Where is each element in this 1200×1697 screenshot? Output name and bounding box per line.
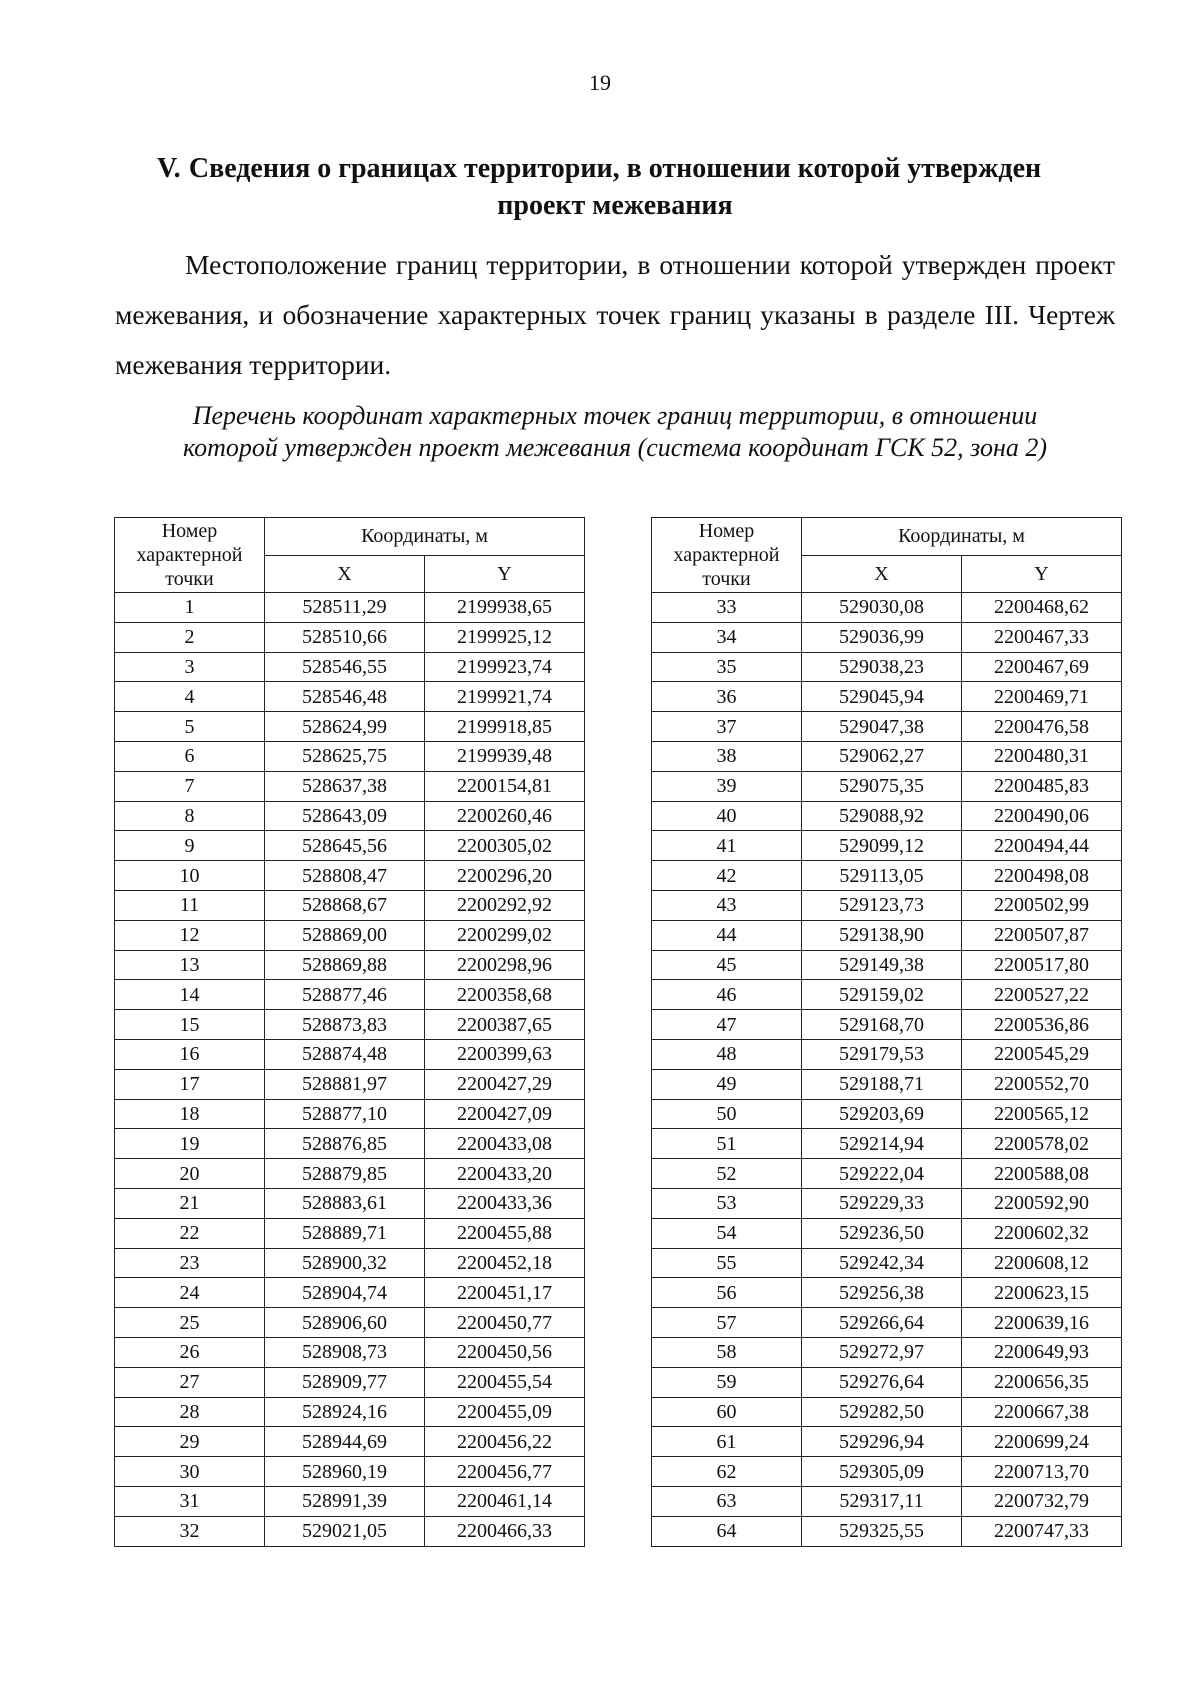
- table-row: [115, 831, 585, 861]
- x-coordinate-cell: 528877,46: [265, 980, 425, 1010]
- x-coordinate-cell: 528879,85: [265, 1159, 425, 1189]
- table-row: [115, 1099, 585, 1129]
- table-row: [115, 593, 585, 623]
- y-coordinate-cell: 2200656,35: [962, 1367, 1122, 1397]
- x-coordinate-cell: 528904,74: [265, 1278, 425, 1308]
- y-coordinate-cell: 2200450,56: [425, 1337, 585, 1367]
- table-row: [652, 950, 1122, 980]
- table-row: [652, 771, 1122, 801]
- y-coordinate-cell: 2200387,65: [425, 1010, 585, 1040]
- table-row: [652, 1069, 1122, 1099]
- y-coordinate-cell: 2200456,77: [425, 1457, 585, 1487]
- point-number-cell: 51: [652, 1129, 802, 1159]
- point-number-cell: 19: [115, 1129, 265, 1159]
- point-number-cell: 32: [115, 1516, 265, 1546]
- y-coordinate-cell: 2200476,58: [962, 712, 1122, 742]
- x-coordinate-cell: 528960,19: [265, 1457, 425, 1487]
- table-row: [115, 741, 585, 771]
- table-row: [115, 682, 585, 712]
- x-coordinate-cell: 529030,08: [802, 593, 962, 623]
- point-number-cell: 58: [652, 1337, 802, 1367]
- point-number-cell: 8: [115, 801, 265, 831]
- x-coordinate-cell: 529242,34: [802, 1248, 962, 1278]
- x-coordinate-cell: 528546,55: [265, 652, 425, 682]
- y-coordinate-cell: 2200466,33: [425, 1516, 585, 1546]
- table-row: [115, 980, 585, 1010]
- point-number-cell: 50: [652, 1099, 802, 1129]
- x-coordinate-cell: 529179,53: [802, 1039, 962, 1069]
- table-row: [115, 1457, 585, 1487]
- y-coordinate-cell: 2200747,33: [962, 1516, 1122, 1546]
- y-coordinate-cell: 2200433,08: [425, 1129, 585, 1159]
- y-coordinate-cell: 2200485,83: [962, 771, 1122, 801]
- y-coordinate-cell: 2200461,14: [425, 1486, 585, 1516]
- y-coordinate-cell: 2200545,29: [962, 1039, 1122, 1069]
- body-paragraph-text: Местоположение границ территории, в отношении которой утвержден проект межевания, и обозначение характерных точек границ указаны в разделе III. Чертеж межевания территории.: [115, 249, 1115, 380]
- point-number-cell: 38: [652, 741, 802, 771]
- x-coordinate-cell: 528991,39: [265, 1486, 425, 1516]
- x-coordinate-cell: 528808,47: [265, 861, 425, 891]
- point-number-cell: 20: [115, 1159, 265, 1189]
- point-number-cell: 9: [115, 831, 265, 861]
- table-row: [115, 801, 585, 831]
- x-coordinate-cell: 529021,05: [265, 1516, 425, 1546]
- x-coordinate-cell: 529188,71: [802, 1069, 962, 1099]
- point-number-cell: 6: [115, 741, 265, 771]
- table-row: [115, 1010, 585, 1040]
- x-coordinate-cell: 528869,00: [265, 920, 425, 950]
- table-row: [115, 1516, 585, 1546]
- y-coordinate-cell: 2200502,99: [962, 890, 1122, 920]
- point-number-cell: 41: [652, 831, 802, 861]
- y-coordinate-cell: 2200358,68: [425, 980, 585, 1010]
- table-row: [115, 652, 585, 682]
- point-number-cell: 13: [115, 950, 265, 980]
- y-coordinate-cell: 2200456,22: [425, 1427, 585, 1457]
- header-x: X: [265, 555, 425, 593]
- table-row: [652, 652, 1122, 682]
- y-coordinate-cell: 2199921,74: [425, 682, 585, 712]
- x-coordinate-cell: 528637,38: [265, 771, 425, 801]
- point-number-cell: 1: [115, 593, 265, 623]
- y-coordinate-cell: 2199938,65: [425, 593, 585, 623]
- table-caption-line-1: Перечень координат характерных точек границ территории, в отношении: [192, 401, 1038, 430]
- table-row: [115, 1248, 585, 1278]
- x-coordinate-cell: 529168,70: [802, 1010, 962, 1040]
- y-coordinate-cell: 2199918,85: [425, 712, 585, 742]
- table-row: [652, 801, 1122, 831]
- x-coordinate-cell: 528906,60: [265, 1308, 425, 1338]
- table-row: [652, 741, 1122, 771]
- coordinates-table-right: [651, 517, 1122, 1547]
- y-coordinate-cell: 2200588,08: [962, 1159, 1122, 1189]
- x-coordinate-cell: 529305,09: [802, 1457, 962, 1487]
- y-coordinate-cell: 2200469,71: [962, 682, 1122, 712]
- point-number-cell: 31: [115, 1486, 265, 1516]
- table-row: [115, 1069, 585, 1099]
- table-row: [652, 1039, 1122, 1069]
- y-coordinate-cell: 2200494,44: [962, 831, 1122, 861]
- section-number: V.: [157, 153, 181, 184]
- x-coordinate-cell: 529236,50: [802, 1218, 962, 1248]
- table-row: [115, 1218, 585, 1248]
- table-row: [652, 1308, 1122, 1338]
- x-coordinate-cell: 528881,97: [265, 1069, 425, 1099]
- x-coordinate-cell: 529276,64: [802, 1367, 962, 1397]
- y-coordinate-cell: 2200565,12: [962, 1099, 1122, 1129]
- header-x: X: [802, 555, 962, 593]
- x-coordinate-cell: 529038,23: [802, 652, 962, 682]
- table-row: [652, 890, 1122, 920]
- point-number-cell: 45: [652, 950, 802, 980]
- x-coordinate-cell: 529123,73: [802, 890, 962, 920]
- point-number-cell: 63: [652, 1486, 802, 1516]
- y-coordinate-cell: 2200732,79: [962, 1486, 1122, 1516]
- table-row: [115, 861, 585, 891]
- x-coordinate-cell: 528876,85: [265, 1129, 425, 1159]
- table-row: [652, 861, 1122, 891]
- point-number-cell: 42: [652, 861, 802, 891]
- point-number-cell: 33: [652, 593, 802, 623]
- y-coordinate-cell: 2200623,15: [962, 1278, 1122, 1308]
- point-number-cell: 7: [115, 771, 265, 801]
- table-row: [115, 1188, 585, 1218]
- point-number-cell: 40: [652, 801, 802, 831]
- table-row: [115, 622, 585, 652]
- header-y: Y: [962, 555, 1122, 593]
- x-coordinate-cell: 528643,09: [265, 801, 425, 831]
- table-row: [115, 1486, 585, 1516]
- point-number-cell: 4: [115, 682, 265, 712]
- y-coordinate-cell: 2200260,46: [425, 801, 585, 831]
- y-coordinate-cell: 2200667,38: [962, 1397, 1122, 1427]
- table-row: [115, 1427, 585, 1457]
- table-row: [652, 682, 1122, 712]
- y-coordinate-cell: 2200455,54: [425, 1367, 585, 1397]
- x-coordinate-cell: 528868,67: [265, 890, 425, 920]
- table-row: [652, 1397, 1122, 1427]
- table-row: [652, 622, 1122, 652]
- x-coordinate-cell: 529229,33: [802, 1188, 962, 1218]
- point-number-cell: 44: [652, 920, 802, 950]
- point-number-cell: 61: [652, 1427, 802, 1457]
- x-coordinate-cell: 528944,69: [265, 1427, 425, 1457]
- table-row: [652, 1188, 1122, 1218]
- point-number-cell: 25: [115, 1308, 265, 1338]
- section-title-line-1: Сведения о границах территории, в отношении которой утвержден: [188, 153, 1042, 184]
- y-coordinate-cell: 2200592,90: [962, 1188, 1122, 1218]
- x-coordinate-cell: 529203,69: [802, 1099, 962, 1129]
- x-coordinate-cell: 529325,55: [802, 1516, 962, 1546]
- table-row: [652, 1337, 1122, 1367]
- header-point-number: Номер характерной точки: [115, 518, 265, 593]
- point-number-cell: 16: [115, 1039, 265, 1069]
- point-number-cell: 27: [115, 1367, 265, 1397]
- table-row: [652, 1218, 1122, 1248]
- table-row: [652, 1159, 1122, 1189]
- y-coordinate-cell: 2200639,16: [962, 1308, 1122, 1338]
- x-coordinate-cell: 528874,48: [265, 1039, 425, 1069]
- y-coordinate-cell: 2200527,22: [962, 980, 1122, 1010]
- y-coordinate-cell: 2200699,24: [962, 1427, 1122, 1457]
- point-number-cell: 2: [115, 622, 265, 652]
- table-row: [115, 1397, 585, 1427]
- x-coordinate-cell: 529159,02: [802, 980, 962, 1010]
- point-number-cell: 28: [115, 1397, 265, 1427]
- table-row: [115, 712, 585, 742]
- point-number-cell: 59: [652, 1367, 802, 1397]
- table-row: [115, 1129, 585, 1159]
- section-title-line-2: проект межевания: [497, 190, 733, 221]
- y-coordinate-cell: 2200433,36: [425, 1188, 585, 1218]
- y-coordinate-cell: 2200713,70: [962, 1457, 1122, 1487]
- table-row: [115, 1159, 585, 1189]
- point-number-cell: 62: [652, 1457, 802, 1487]
- section-heading: [115, 150, 1115, 224]
- y-coordinate-cell: 2200298,96: [425, 950, 585, 980]
- table-row: [652, 593, 1122, 623]
- point-number-cell: 57: [652, 1308, 802, 1338]
- y-coordinate-cell: 2200498,08: [962, 861, 1122, 891]
- table-row: [115, 1367, 585, 1397]
- point-number-cell: 48: [652, 1039, 802, 1069]
- y-coordinate-cell: 2200399,63: [425, 1039, 585, 1069]
- y-coordinate-cell: 2200427,09: [425, 1099, 585, 1129]
- table-row: [115, 1337, 585, 1367]
- y-coordinate-cell: 2200468,62: [962, 593, 1122, 623]
- table-row: [652, 1457, 1122, 1487]
- point-number-cell: 24: [115, 1278, 265, 1308]
- y-coordinate-cell: 2200578,02: [962, 1129, 1122, 1159]
- x-coordinate-cell: 529214,94: [802, 1129, 962, 1159]
- x-coordinate-cell: 529256,38: [802, 1278, 962, 1308]
- x-coordinate-cell: 529047,38: [802, 712, 962, 742]
- header-point-number: Номер характерной точки: [652, 518, 802, 593]
- x-coordinate-cell: 528889,71: [265, 1218, 425, 1248]
- point-number-cell: 10: [115, 861, 265, 891]
- point-number-cell: 54: [652, 1218, 802, 1248]
- y-coordinate-cell: 2200649,93: [962, 1337, 1122, 1367]
- table-row: [115, 1039, 585, 1069]
- point-number-cell: 23: [115, 1248, 265, 1278]
- y-coordinate-cell: 2200552,70: [962, 1069, 1122, 1099]
- table-row: [652, 1427, 1122, 1457]
- point-number-cell: 21: [115, 1188, 265, 1218]
- x-coordinate-cell: 529138,90: [802, 920, 962, 950]
- point-number-cell: 55: [652, 1248, 802, 1278]
- y-coordinate-cell: 2200602,32: [962, 1218, 1122, 1248]
- x-coordinate-cell: 528873,83: [265, 1010, 425, 1040]
- x-coordinate-cell: 528908,73: [265, 1337, 425, 1367]
- point-number-cell: 64: [652, 1516, 802, 1546]
- y-coordinate-cell: 2200608,12: [962, 1248, 1122, 1278]
- x-coordinate-cell: 528546,48: [265, 682, 425, 712]
- x-coordinate-cell: 529266,64: [802, 1308, 962, 1338]
- y-coordinate-cell: 2200480,31: [962, 741, 1122, 771]
- x-coordinate-cell: 529088,92: [802, 801, 962, 831]
- point-number-cell: 26: [115, 1337, 265, 1367]
- y-coordinate-cell: 2199923,74: [425, 652, 585, 682]
- table-caption: [115, 400, 1115, 464]
- table-row: [652, 1099, 1122, 1129]
- coordinates-table-left: [114, 517, 585, 1547]
- point-number-cell: 47: [652, 1010, 802, 1040]
- point-number-cell: 18: [115, 1099, 265, 1129]
- y-coordinate-cell: 2200305,02: [425, 831, 585, 861]
- header-y: Y: [425, 555, 585, 593]
- table-row: [652, 1010, 1122, 1040]
- table-row: [652, 1367, 1122, 1397]
- y-coordinate-cell: 2200154,81: [425, 771, 585, 801]
- y-coordinate-cell: 2199939,48: [425, 741, 585, 771]
- table-row: [115, 920, 585, 950]
- x-coordinate-cell: 529099,12: [802, 831, 962, 861]
- point-number-cell: 5: [115, 712, 265, 742]
- x-coordinate-cell: 528909,77: [265, 1367, 425, 1397]
- y-coordinate-cell: 2200517,80: [962, 950, 1122, 980]
- y-coordinate-cell: 2200451,17: [425, 1278, 585, 1308]
- point-number-cell: 37: [652, 712, 802, 742]
- y-coordinate-cell: 2200299,02: [425, 920, 585, 950]
- point-number-cell: 14: [115, 980, 265, 1010]
- table-row: [652, 1129, 1122, 1159]
- y-coordinate-cell: 2200427,29: [425, 1069, 585, 1099]
- point-number-cell: 43: [652, 890, 802, 920]
- y-coordinate-cell: 2200433,20: [425, 1159, 585, 1189]
- point-number-cell: 34: [652, 622, 802, 652]
- y-coordinate-cell: 2200536,86: [962, 1010, 1122, 1040]
- y-coordinate-cell: 2200455,88: [425, 1218, 585, 1248]
- table-row: [115, 1308, 585, 1338]
- table-row: [652, 1516, 1122, 1546]
- point-number-cell: 11: [115, 890, 265, 920]
- point-number-cell: 60: [652, 1397, 802, 1427]
- point-number-cell: 15: [115, 1010, 265, 1040]
- x-coordinate-cell: 528624,99: [265, 712, 425, 742]
- x-coordinate-cell: 529075,35: [802, 771, 962, 801]
- y-coordinate-cell: 2200450,77: [425, 1308, 585, 1338]
- x-coordinate-cell: 528883,61: [265, 1188, 425, 1218]
- table-row: [652, 1486, 1122, 1516]
- header-coordinates: Координаты, м: [802, 518, 1122, 556]
- x-coordinate-cell: 529149,38: [802, 950, 962, 980]
- x-coordinate-cell: 529062,27: [802, 741, 962, 771]
- point-number-cell: 46: [652, 980, 802, 1010]
- y-coordinate-cell: 2200296,20: [425, 861, 585, 891]
- x-coordinate-cell: 528625,75: [265, 741, 425, 771]
- x-coordinate-cell: 529222,04: [802, 1159, 962, 1189]
- table-row: [652, 920, 1122, 950]
- body-paragraph: [115, 240, 1115, 390]
- x-coordinate-cell: 529045,94: [802, 682, 962, 712]
- point-number-cell: 36: [652, 682, 802, 712]
- y-coordinate-cell: 2200467,69: [962, 652, 1122, 682]
- point-number-cell: 12: [115, 920, 265, 950]
- x-coordinate-cell: 528645,56: [265, 831, 425, 861]
- point-number-cell: 39: [652, 771, 802, 801]
- y-coordinate-cell: 2200507,87: [962, 920, 1122, 950]
- table-row: [115, 1278, 585, 1308]
- y-coordinate-cell: 2199925,12: [425, 622, 585, 652]
- y-coordinate-cell: 2200292,92: [425, 890, 585, 920]
- x-coordinate-cell: 529296,94: [802, 1427, 962, 1457]
- point-number-cell: 56: [652, 1278, 802, 1308]
- point-number-cell: 35: [652, 652, 802, 682]
- x-coordinate-cell: 529036,99: [802, 622, 962, 652]
- y-coordinate-cell: 2200467,33: [962, 622, 1122, 652]
- x-coordinate-cell: 529317,11: [802, 1486, 962, 1516]
- table-caption-line-2: которой утвержден проект межевания (система координат ГСК 52, зона 2): [182, 433, 1048, 462]
- point-number-cell: 17: [115, 1069, 265, 1099]
- point-number-cell: 52: [652, 1159, 802, 1189]
- table-row: [652, 1278, 1122, 1308]
- header-coordinates: Координаты, м: [265, 518, 585, 556]
- table-row: [652, 980, 1122, 1010]
- point-number-cell: 49: [652, 1069, 802, 1099]
- table-row: [652, 831, 1122, 861]
- table-row: [115, 890, 585, 920]
- table-row: [652, 1248, 1122, 1278]
- point-number-cell: 29: [115, 1427, 265, 1457]
- y-coordinate-cell: 2200452,18: [425, 1248, 585, 1278]
- table-row: [115, 950, 585, 980]
- x-coordinate-cell: 528510,66: [265, 622, 425, 652]
- x-coordinate-cell: 528869,88: [265, 950, 425, 980]
- x-coordinate-cell: 528877,10: [265, 1099, 425, 1129]
- x-coordinate-cell: 529282,50: [802, 1397, 962, 1427]
- y-coordinate-cell: 2200455,09: [425, 1397, 585, 1427]
- y-coordinate-cell: 2200490,06: [962, 801, 1122, 831]
- point-number-cell: 30: [115, 1457, 265, 1487]
- x-coordinate-cell: 529113,05: [802, 861, 962, 891]
- page-number: 19: [589, 70, 611, 95]
- x-coordinate-cell: 528511,29: [265, 593, 425, 623]
- point-number-cell: 3: [115, 652, 265, 682]
- table-row: [652, 712, 1122, 742]
- x-coordinate-cell: 528924,16: [265, 1397, 425, 1427]
- point-number-cell: 22: [115, 1218, 265, 1248]
- x-coordinate-cell: 528900,32: [265, 1248, 425, 1278]
- x-coordinate-cell: 529272,97: [802, 1337, 962, 1367]
- point-number-cell: 53: [652, 1188, 802, 1218]
- table-row: [115, 771, 585, 801]
